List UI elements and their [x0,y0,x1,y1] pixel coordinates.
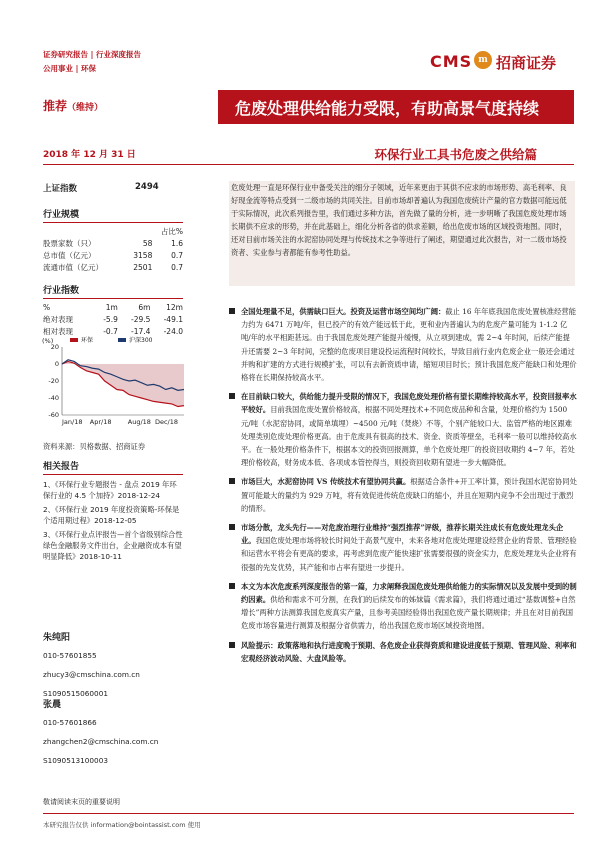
analyst-name: 朱纯阳 [43,633,71,643]
list-item: 本文为本次危废系列深度报告的第一篇，力求阐释我国危废处理供给能力的实际情况以及发展中受到的制约因素。供给和需求不可分割，在我们的后续发布的姊妹篇《需求篇》，我们将通过通过“基数调整+自然增长”两种方法测算我国危废真实产量，且参考美国经验得出我国危废产量长期规律；并且在对目前我国危废市场容量进行测算及根据分省供需力，给出我国危废市场区域投资地图。 [229,580,577,633]
table-row: 绝对表现 -5.9 -29.5 -49.1 [43,314,183,324]
industry-scale: 行业规模 占比% 股票家数（只） 58 1.6 总市值（亿元） 3158 0.7 流通市值（亿元） 2501 0.7 [43,207,183,273]
table-row: 流通市值（亿元） 2501 0.7 [43,262,183,272]
list-item: 3、《环保行业点评报告—首个省级别综合性绿色金融服务文件出台，企业融资成本有望明显降低》2018-10-11 [43,530,183,561]
divider [43,164,574,165]
x-tick-label: Dec/18 [154,418,178,426]
y-tick-label: 0 [54,360,59,368]
list-item: 1、《环保行业专题报告 - 盘点 2019 年环保行业的 4.5 个加持》2018-12-24 [43,480,177,500]
list-item: 风险提示：政策落地和执行进度晚于预期、各危废企业获得资质和建设进度低于预期、管理风险、利率和宏观经济波动风险、大盘风险等。 [229,639,577,665]
related-reports: 相关报告 1、《环保行业专题报告 - 盘点 2019 年环保行业的 4.5 个加持》2018-12-24 2、《环保行业 2019 年度投资策略-环保是个适用期过程》2018-12-05 3、《环保行业点评报告—首个省级别综合性绿色金融服务文件出台，企业融资成本有望明显降低》2018-10-11 [43,459,183,565]
rating: 推荐（维持） [43,99,104,113]
footer-divider [43,813,574,814]
list-item: 在目前缺口较大，供给能力提升受限的情况下，我国危废处理价格有望长期维持较高水平，投资回报率水平较好。目前我国危废处置价格较高，根据不同处理技术+不同危废品种和含量，处理价格约为 1500 元/吨（水泥窑协同，或简单填埋）~4500 元/吨（焚烧）不等，个别产能较口大、监管严格的地区跟难处理类别危废处理价格更高。由于危废具有很高的技术、资金、资质等壁垒，毛利率一般可以维持较高水平。在一般处理价格条件下，根据本文的投资回报测算，单个危废处理厂的投资回收期约 4~7 年，若处理价格较高，财务成本低、各项成本管控得当，则投资回收期有望进一步大幅降低。 [229,390,577,469]
report-subtitle: 环保行业工具书危废之供给篇 [374,147,537,162]
table-row: 股票家数（只） 58 1.6 [43,238,183,248]
y-tick-label: -20 [48,377,59,385]
legend-swatch [118,338,126,342]
x-tick-label: Jan/18 [62,418,83,426]
report-date: 2018 年 12 月 31 日 [43,150,136,160]
abstract-box: 危废处理一直是环保行业中备受关注的细分子领域，近年来更由于其供不应求的市场形势、高毛利率、良好现金流等特点受到一二级市场的共同关注。目前市场却普遍认为我国危废统计产量的官方数据可能远低于实际情况，此次系列报告里，我们通过多种方法，首先做了量的分析，进一步明晰了我国危废处理市场长期供不应求的形势，并在此基础上，细化分析各省的供求差额，给出危废市场的区域投资地图。同时，还对目前市场关注的水泥窑协同处理与传统技术之争等进行了阐述，期望通过此次报告，对一二级市场投资者、实业参与者都能有参考性助益。 [229,181,575,286]
list-item: 全国处理量不足，供需缺口巨大。投资及运营市场空间均广阔：截止 16 年年底我国危废处置核准经营能力约为 6471 万吨/年，但已投产的有效产能远低于此，更和业内普遍认为的危废产量可能为 1-1.2 亿吨/年的水平相距甚远。由于我国危废处理产能提升缓慢，从立项到建成，需 2~4 年时间，后续产能提升还需要 2~3 年时间，完整的危废项目建设投运流程时间较长，导致目前行业内危废企业一般还会通过并购和扩建的方式进行规模扩张，可以有去新资质申请，缩短项目时长；预计我国危废产能缺口和处理价格将在长期保持较高水平。 [229,305,577,384]
list-item: 市场分散，龙头先行——对危废治理行业维持“强烈推荐”评级，推荐长期关注成长有危废处理龙头企业。我国危废处理市场将较长时间处于高景气度中，未来各地对危废处理建设经营企业的背景、管理经验和运营水平将会有更高的要求，再考虑到危废产能快速扩张需要很强的资金实力，危废处理龙头企业将有很强的先发优势，其产能和市占率有望进一步提升。 [229,521,577,574]
x-tick-label: Aug/18 [127,418,151,426]
list-item: 市场巨大，水泥窑协同 VS 传统技术有望协同共赢。根据适合条件+开工率计算，预计我国水泥窑协同处置可能最大的量约为 929 万吨，将有效促进传统危废缺口的缩小，并且在短期内竞争不会出现过于激烈的情形。 [229,475,577,515]
list-item: 2、《环保行业 2019 年度投资策略-环保是个适用期过程》2018-12-05 [43,505,180,525]
table-row: 总市值（亿元） 3158 0.7 [43,250,183,260]
legend-swatch [70,338,78,342]
legend-label: 环保 [81,337,94,344]
key-points [229,305,577,671]
index-line: 上证指数 2494 [43,182,159,194]
logo-mark-icon: m [474,51,492,69]
y-tick-label: -60 [48,411,59,419]
industry-index: 行业指数 % 1m 6m 12m 绝对表现 -5.9 -29.5 -49.1 相对表现 -0.7 -17.4 -24.0 [43,283,183,337]
table-row: 相对表现 -0.7 -17.4 -24.0 [43,326,183,336]
analyst-name: 张晨 [43,700,62,710]
footer-note: 本研究报告仅供 information@bointassist.com 使用 [43,821,201,829]
title-banner [43,90,574,124]
y-axis-label: (%) [42,337,54,345]
y-tick-label: 20 [50,343,59,351]
y-tick-label: -40 [48,394,59,402]
analyst-1: 朱纯阳 010-57601855 zhucy3@cmschina.com.cn S1090515060001 [43,633,140,698]
cms-logo: CMS m 招商证券 [430,52,557,72]
performance-chart [40,335,190,430]
report-type: 证券研究报告 | 行业深度报告 [43,50,141,59]
analyst-2: 张晨 010-57601866 zhangchen2@cmschina.com.cn S1090513100003 [43,700,159,765]
report-title: 危废处理供给能力受限，有助高景气度持续 [235,99,540,118]
x-tick-label: Apr/18 [89,418,112,426]
legend-label: 沪深300 [129,337,153,344]
chart-source: 资料来源：贝格数据、招商证券 [43,442,146,451]
industry-category: 公用事业 | 环保 [43,64,96,73]
series-area-环保 [62,361,184,406]
notice: 敬请阅读末页的重要说明 [43,798,120,806]
